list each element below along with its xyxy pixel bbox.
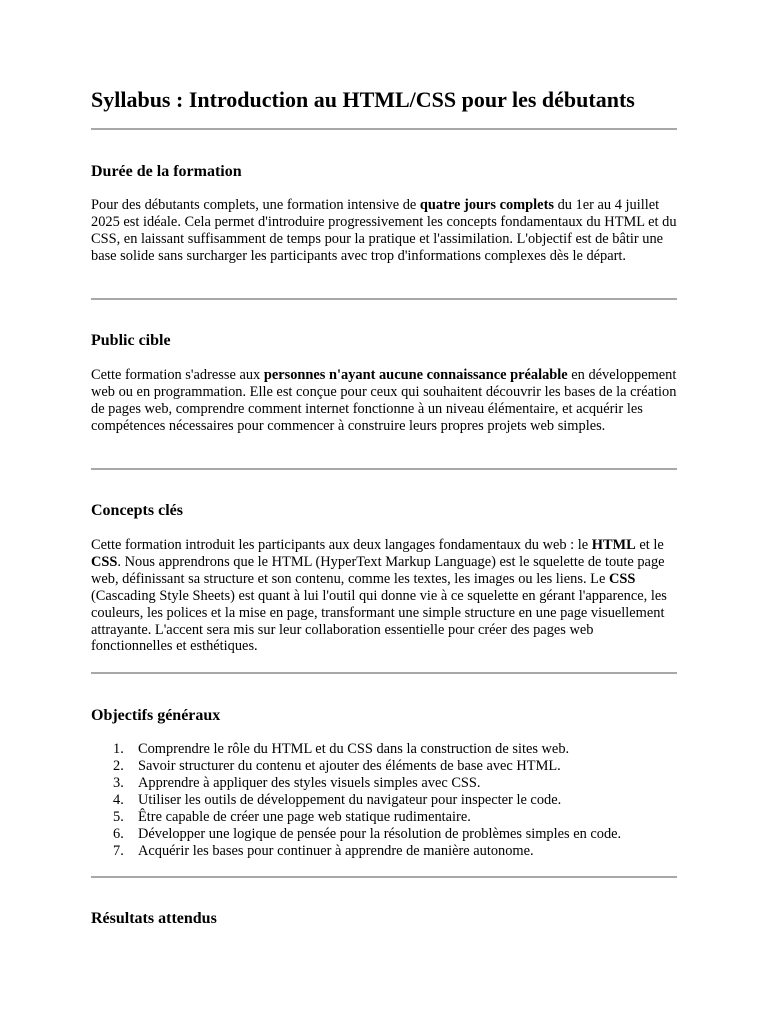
objectives-list (91, 741, 677, 860)
list-item: 1. Comprendre le rôle du HTML et du CSS dans la construction de sites web. (113, 741, 570, 757)
emphasis-text: personnes n'ayant aucune connaissance préalable (263, 367, 568, 383)
section-body-public: Cette formation s'adresse aux personnes n'ayant aucune connaissance préalable en développement web ou en programmation. Elle est conçue pour ceux qui souhaitent découvrir les bases de la création de pages web, comprendre comment internet fonctionne à un niveau élémentaire, et acquérir les compétences nécessaires pour commencer à construire leurs propres projets web simples. (91, 367, 677, 434)
divider (91, 672, 677, 674)
divider (91, 298, 677, 300)
list-item: 2. Savoir structurer du contenu et ajouter des éléments de base avec HTML. (113, 758, 561, 774)
emphasis-text: CSS (91, 553, 118, 570)
list-item: 5. Être capable de créer une page web statique rudimentaire. (113, 809, 471, 825)
divider (91, 128, 677, 130)
list-item: 7. Acquérir les bases pour continuer à apprendre de manière autonome. (113, 843, 534, 859)
divider (91, 468, 677, 470)
list-item: 3. Apprendre à appliquer des styles visuels simples avec CSS. (113, 775, 481, 791)
list-item: 6. Développer une logique de pensée pour la résolution de problèmes simples en code. (113, 826, 622, 842)
divider (91, 876, 677, 878)
section-body-duree: Pour des débutants complets, une formation intensive de quatre jours complets du 1er au 4 juillet 2025 est idéale. Cela permet d'introduire progressivement les concepts fondamentaux du HTML et du CSS, en laissant suffisamment de temps pour la pratique et l'assimilation. L'objectif est de bâtir une base solide sans surcharger les participants avec trop d'informations complexes dès le départ. (91, 197, 677, 264)
page-title: Syllabus : Introduction au HTML/CSS pour les débutants (91, 87, 635, 112)
section-heading-resultats: Résultats attendus (91, 910, 217, 927)
section-body-concepts: Cette formation introduit les participants aux deux langages fondamentaux du web : le HTML et le CSS. Nous apprendrons que le HTML (HyperText Markup Language) est le squelette de toute page web, définissant sa structure et son contenu, comme les textes, les images ou les liens. Le CSS (Cascading Style Sheets) est quant à lui l'outil qui donne vie à ce squelette en gérant l'apparence, les couleurs, les polices et la mise en page, transformant une simple structure en une page visuellement attrayante. L'accent sera mis sur leur collaboration essentielle pour créer des pages web fonctionnelles et esthétiques. (91, 537, 667, 655)
section-heading-objectifs: Objectifs généraux (91, 707, 221, 724)
list-item: 4. Utiliser les outils de développement du navigateur pour inspecter le code. (113, 792, 562, 808)
section-heading-duree: Durée de la formation (91, 163, 242, 180)
section-heading-concepts: Concepts clés (91, 502, 183, 519)
emphasis-text: quatre jours complets (419, 197, 554, 213)
emphasis-text: CSS (608, 570, 636, 587)
section-heading-public: Public cible (91, 332, 171, 349)
emphasis-text: HTML (591, 537, 636, 553)
